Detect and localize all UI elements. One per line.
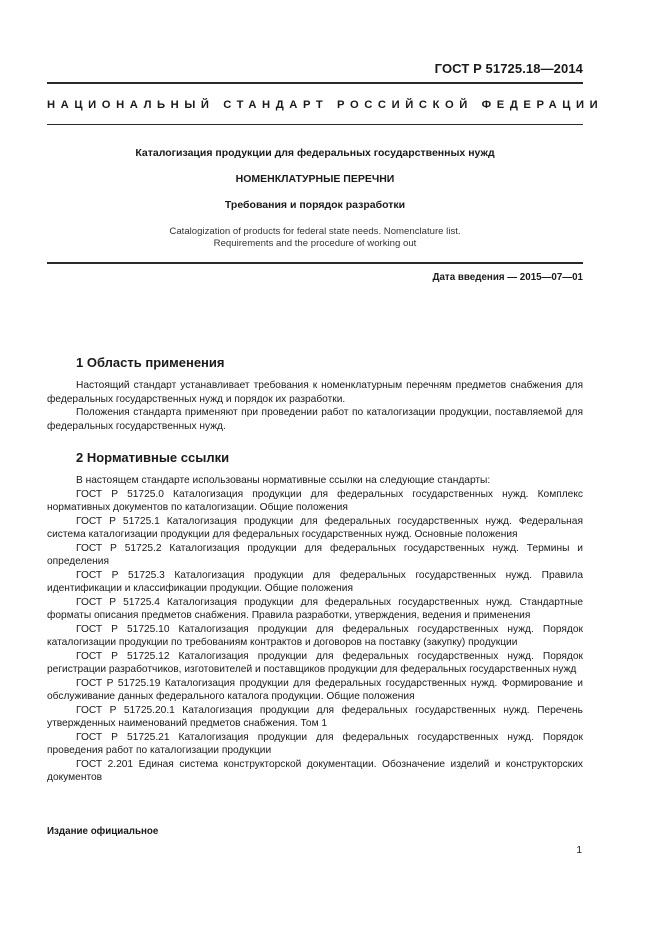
section-1-body [47, 379, 583, 433]
title-line-3: Требования и порядок разработки [224, 199, 406, 211]
title-bottom-rule [47, 262, 583, 264]
section-2-body [47, 474, 583, 785]
banner-rule [47, 124, 583, 125]
title-line-1: Каталогизация продукции для федеральных государственных нужд [135, 147, 495, 159]
reference-item: ГОСТ Р 51725.0 Каталогизация продукции для федеральных государственных нужд. Комплекс нормативных документов по каталогизации. Общие положения [47, 488, 583, 513]
reference-item: ГОСТ Р 51725.20.1 Каталогизация продукции для федеральных государственных нужд. Перечень утвержденных наименований предметов снабжения. Том 1 [47, 704, 583, 729]
paragraph: Настоящий стандарт устанавливает требования к номенклатурным перечням предметов снабжения для федеральных государственных нужд и порядок их разработки. [47, 380, 583, 405]
english-title [47, 226, 583, 250]
section-1-heading: 1 Область применения [76, 355, 225, 370]
english-title-line-2: Requirements and the procedure of working out [213, 238, 417, 249]
national-standard-banner: НАЦИОНАЛЬНЫЙ СТАНДАРТ РОССИЙСКОЙ ФЕДЕРАЦИИ [47, 99, 604, 111]
top-rule [47, 82, 583, 84]
document-number: ГОСТ Р 51725.18—2014 [434, 61, 583, 76]
paragraph: В настоящем стандарте использованы нормативные ссылки на следующие стандарты: [76, 475, 491, 486]
reference-item: ГОСТ Р 51725.21 Каталогизация продукции для федеральных государственных нужд. Порядок проведения работ по каталогизации продукции [47, 731, 583, 756]
reference-item: ГОСТ Р 51725.4 Каталогизация продукции для федеральных государственных нужд. Стандартные форматы описания предметов снабжения. Правила разработки, утверждения, ведения и применения [47, 596, 583, 621]
reference-item: ГОСТ Р 51725.10 Каталогизация продукции для федеральных государственных нужд. Порядок каталогизации продукции по требованиям контрактов и договоров на поставку (закупку) продукции [47, 623, 583, 648]
introduction-date: Дата введения — 2015—07—01 [432, 272, 583, 283]
official-edition-note: Издание официальное [47, 826, 159, 837]
reference-item: ГОСТ Р 51725.19 Каталогизация продукции для федеральных государственных нужд. Формирование и обслуживание данных федерального каталога продукции. Общие положения [47, 677, 583, 702]
reference-item: ГОСТ Р 51725.3 Каталогизация продукции для федеральных государственных нужд. Правила идентификации и классификации продукции. Общие положения [47, 569, 583, 594]
paragraph: Положения стандарта применяют при проведении работ по каталогизации продукции, поставляемой для федеральных государственных нужд. [47, 407, 583, 432]
page-number: 1 [576, 845, 582, 856]
reference-item: ГОСТ 2.201 Единая система конструкторской документации. Обозначение изделий и конструкторских документов [47, 758, 583, 783]
english-title-line-1: Catalogization of products for federal state needs. Nomenclature list. [169, 226, 461, 237]
reference-item: ГОСТ Р 51725.12 Каталогизация продукции для федеральных государственных нужд. Порядок регистрации разработчиков, изготовителей и поставщиков продукции для федеральных государственных нужд [47, 650, 583, 675]
section-2-heading: 2 Нормативные ссылки [76, 450, 230, 465]
reference-item: ГОСТ Р 51725.2 Каталогизация продукции для федеральных государственных нужд. Термины и определения [47, 542, 583, 567]
reference-item: ГОСТ Р 51725.1 Каталогизация продукции для федеральных государственных нужд. Федеральная система каталогизации продукции для федеральных государственных нужд. Основные положения [47, 515, 583, 540]
title-line-2: НОМЕНКЛАТУРНЫЕ ПЕРЕЧНИ [235, 173, 395, 185]
